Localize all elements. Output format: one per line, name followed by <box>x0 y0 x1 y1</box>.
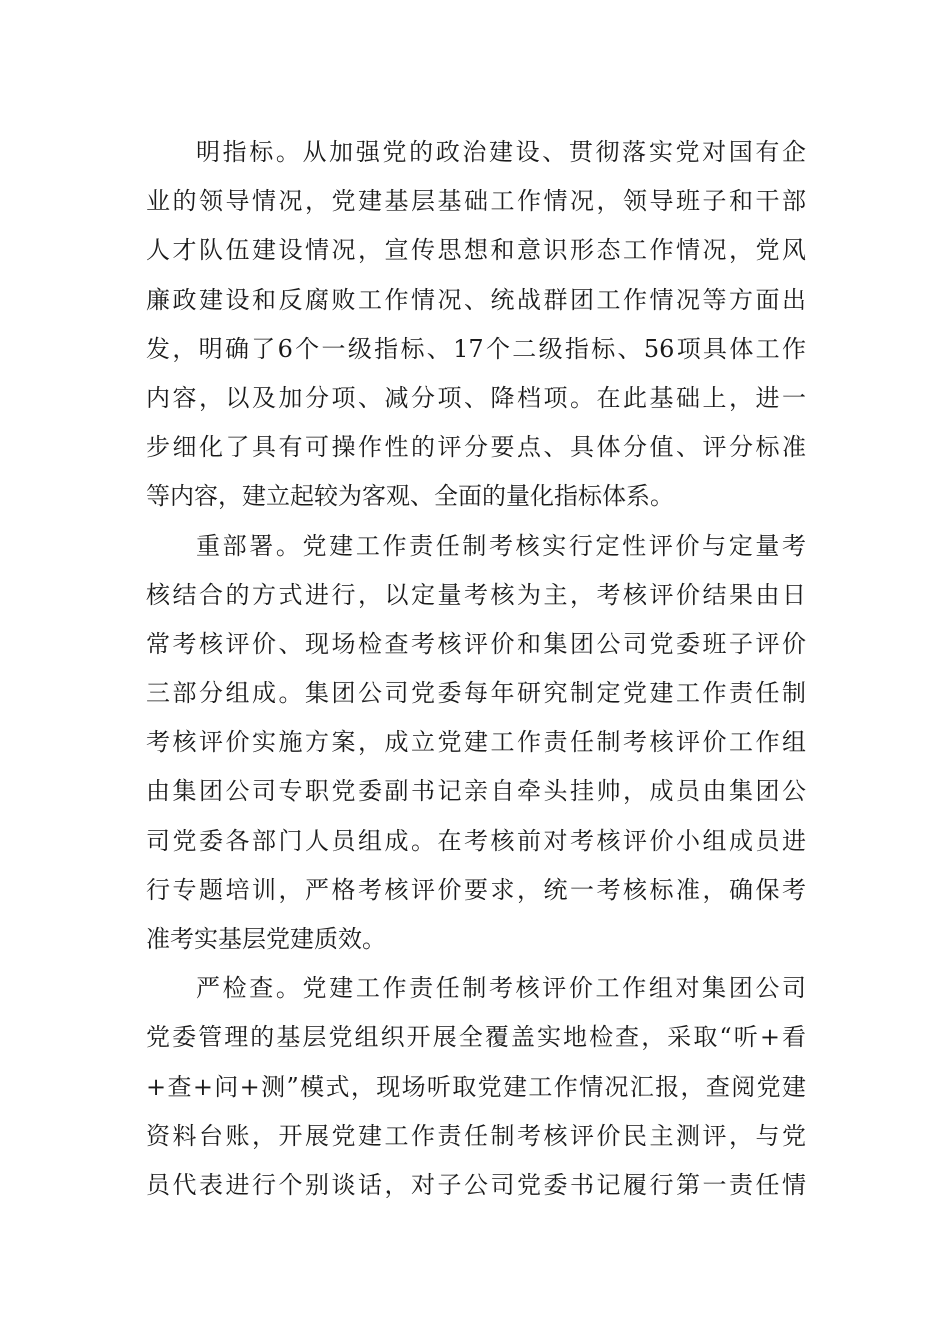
text-line: 人才队伍建设情况，宣传思想和意识形态工作情况，党风 <box>146 236 806 265</box>
text-line: 等内容，建立起较为客观、全面的量化指标体系。 <box>146 482 674 511</box>
text-line: 司党委各部门人员组成。在考核前对考核评价小组成员进 <box>146 826 806 855</box>
text-line: 业的领导情况，党建基层基础工作情况，领导班子和干部 <box>146 187 806 216</box>
text-line: 行专题培训，严格考核评价要求，统一考核标准，确保考 <box>146 875 806 904</box>
paragraph-inspection <box>146 964 806 1210</box>
paragraph-deployment <box>146 522 806 965</box>
text-line: 发，明确了6个一级指标、17个二级指标、56项具体工作 <box>146 334 806 363</box>
text-line: 由集团公司专职党委副书记亲自牵头挂帅，成员由集团公 <box>146 777 806 806</box>
text-line: 核结合的方式进行，以定量考核为主，考核评价结果由日 <box>146 580 806 609</box>
text-line: 员代表进行个别谈话，对子公司党委书记履行第一责任情 <box>146 1170 806 1199</box>
text-line: 严检查。党建工作责任制考核评价工作组对集团公司 <box>196 974 806 1003</box>
text-line: 考核评价实施方案，成立党建工作责任制考核评价工作组 <box>146 728 806 757</box>
text-line: 内容，以及加分项、减分项、降档项。在此基础上，进一 <box>146 383 806 412</box>
text-line: 重部署。党建工作责任制考核实行定性评价与定量考 <box>196 531 806 560</box>
document-body <box>146 128 806 1210</box>
text-line: 廉政建设和反腐败工作情况、统战群团工作情况等方面出 <box>146 285 806 314</box>
text-line: 党委管理的基层党组织开展全覆盖实地检查，采取“听+看 <box>146 1023 806 1052</box>
text-line: 资料台账，开展党建工作责任制考核评价民主测评，与党 <box>146 1121 806 1150</box>
text-line: 三部分组成。集团公司党委每年研究制定党建工作责任制 <box>146 679 806 708</box>
text-line: 明指标。从加强党的政治建设、贯彻落实党对国有企 <box>196 138 806 166</box>
text-line: 常考核评价、现场检查考核评价和集团公司党委班子评价 <box>146 629 806 658</box>
paragraph-indicators <box>146 128 806 522</box>
text-line: 准考实基层党建质效。 <box>146 925 386 953</box>
text-line: 步细化了具有可操作性的评分要点、具体分值、评分标准 <box>146 433 806 462</box>
text-line: +查+问+测”模式，现场听取党建工作情况汇报，查阅党建 <box>146 1072 806 1101</box>
